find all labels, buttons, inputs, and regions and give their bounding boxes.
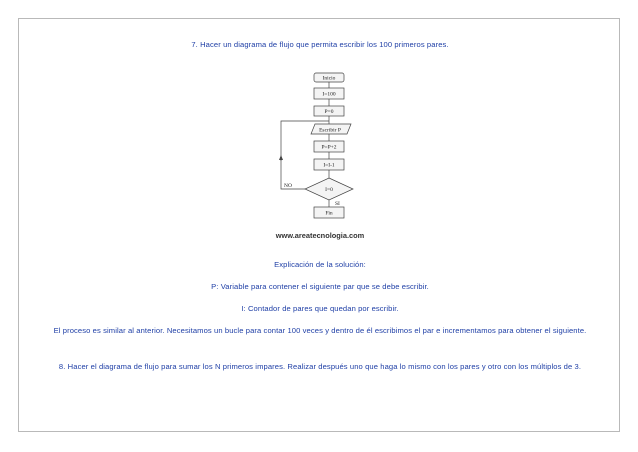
decision-node-label: I=0 [325, 187, 333, 193]
dec-i-label: I=I-1 [323, 162, 335, 169]
yes-branch-label: SI [335, 201, 340, 207]
init-p-label: P=0 [324, 109, 334, 115]
exercise-7-title: 7. Hacer un diagrama de flujo que permita escribir los 100 primeros pares. [191, 40, 449, 49]
watermark: www.areatecnologia.com [275, 231, 365, 240]
explanation-p-variable: P: Variable para contener el siguiente par que se debe escribir. [211, 282, 429, 291]
exercise-8-title: 8. Hacer el diagrama de flujo para sumar los N primeros impares. Realizar después uno que haga lo mismo con los pares y otro con los múltiplos de 3. [58, 362, 582, 371]
start-node-label: Inicio [322, 75, 336, 82]
explanation-heading: Explicación de la solución: [274, 260, 366, 269]
document-page [18, 18, 620, 432]
init-i-label: I=100 [322, 91, 336, 98]
explanation-i-variable: I: Contador de pares que quedan por escribir. [241, 304, 399, 313]
flowchart-diagram [267, 71, 377, 229]
inc-p-label: P=P+2 [321, 144, 337, 151]
loop-arrow-icon [279, 155, 283, 160]
no-branch-label: NO [284, 183, 292, 189]
explanation-process: El proceso es similar al anterior. Necesitamos un bucle para contar 100 veces y dentro de él escribimos el par e incrementamos para obtener el siguiente. [53, 326, 587, 335]
write-node-label: Escribir P [319, 127, 341, 134]
end-node-label: Fin [325, 210, 333, 217]
